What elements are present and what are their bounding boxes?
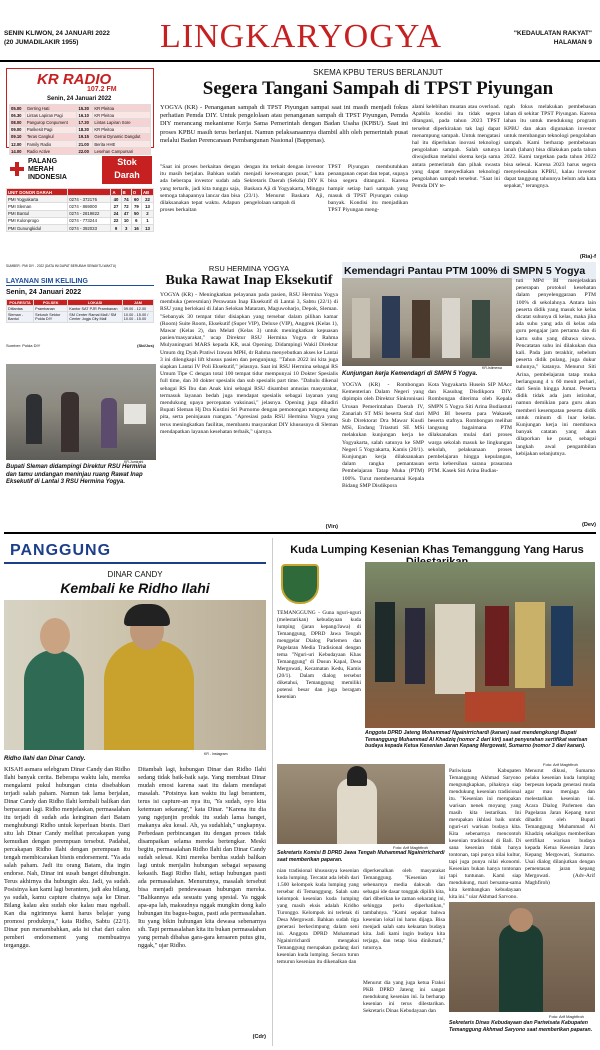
panggung-col-1: KISAH asmara selebgram Dinar Candy dan Ridho Ilahi banyak cerita. Beberapa waktu lalu, mereka mengalami pukul hubungan cinta disebabkan terjadi salah paham. Namun tak lama berjalan, Dinar Candy dan Ridho Ilahi kembali balikan dan berpacaran lagi. Ridho menjelaskan, permasalahan itu terjadi di sudah ada keinginan dari Batam menghubungi Ridho untuk keperluan bisnis. Dari situ lah Dinar Candy melihat percakapan yang kemudian dengan perempuan tersebut. Padahal, percakapan Ridho Ilahi dengan perempuan itu tengah membicarakan bisnis endorsement. "Ya ada salah paham. Jadi itu orang Batam, dia ingin endorse. Nah, Dinar ini susah banget dihubungin. Terus akhirnya dia hubungin aku. Jadi, ya sudah. Posisinya kan kami lagi berantem, jadi aku bilang, ya sudah, kamu capture chatnya saja ke Dinar. Bilang kalau aku sudah oke kalau mau ngeball. Kan dia ngirimnya kami harus belajar yang promosi produknya," kata Ridho, Sabtu (22/1). Dinar pun menambahkan, ada isi chat dari calon pemberi endorsement yang membuatnya terganggu. xyxy=(4,766,130,949)
radio-cell: KR Pleitoa xyxy=(93,126,151,133)
hermina-kicker: RSU HERMINA YOGYA xyxy=(208,264,290,273)
pmi-cell: 72 xyxy=(121,203,131,210)
pmi-cell: 2 xyxy=(141,210,153,217)
ptm-article xyxy=(342,262,596,530)
ptm-caption: Kunjungan kerja Kemendagri di SMPN 5 Yogya. xyxy=(342,371,478,377)
radio-cell: 17.30 xyxy=(77,119,93,126)
ptm-col-2: Kota Yogyakarta Husein SIP MAcc dan Kasubag Disdikpora DIY. Rombongan diterima oleh Kepala SMPN 5 Yogya Siti Arina Budiastuti MPd BI beserta para Wakasek beserta stafnya. Rombongan melihat langsung bagaimana PTM dilaksanakan mulai dari proses warga sekolah masuk ke lingkungan sekolah, pelaksanaan proses pembelajaran hingga kepulangan, serta kebersihan sarana prasarana PTM. Kasek Siti Arina Budias- xyxy=(428,382,512,475)
pmi-cell: 0274 - 773244 xyxy=(68,217,111,224)
radio-cell: Lesehan Campursari xyxy=(93,148,151,155)
pmi-cell: 13 xyxy=(141,203,153,210)
kuda-caption-1: Anggota DPRD Jateng Mohammad Ngainirrichardi (kanan) saat mendengkungi Bupati Temanggung Muhammad Al Khadziq (nomor 2 dari kiri) saat penyerahan sertifikat warisan budaya kepada Ketua Kesenian Jaran Kepang Mergowati, Sumarno (nomor 3 dari kanan). xyxy=(365,730,588,749)
kuda-col-1: Pariwisata Kabupaten Temanggung Akhmad Saryono mengungkapkan, pihaknya siap mendukung kesenian tradisional itu. "Kesenian ini merupakan warisan nenek moyang yang masih kita lestarikan. Ini merupakan ikhlasi baik untuk nguri-uri warisan budaya kita. Kita sebenarnya mencontoh kesenian tradisional di Bali. Di sana kesenian tidak hanya tontonan, tapi punya nilai kultur, tapi juga punya nilai ekonomi. Kesenian bukan hanya tontonan tapi tuntunan. Kami siap mendukung, mari bersama-sama kita kembangkan kebudayaan kita ini," ujar Akhmad Saryono. xyxy=(449,768,521,898)
kuda-main-photo xyxy=(365,562,595,728)
pmi-cell: 16 xyxy=(131,224,141,231)
pmi-cell: 22 xyxy=(141,196,153,203)
radio-cell: KR Pleitoa xyxy=(93,105,151,112)
kuda-photo-3 xyxy=(449,902,595,1012)
radio-cell: 09.00 xyxy=(10,126,26,133)
pmi-cell: 6 xyxy=(131,217,141,224)
sim-credit: (Sbl/Jos) xyxy=(137,343,154,348)
sampah-headline: Segera Tangani Sampah di TPST Piyungan xyxy=(202,78,554,99)
radio-cell: 18.30 xyxy=(77,126,93,133)
sim-date: Senin, 24 Januari 2022 xyxy=(6,289,82,296)
pmi-source: SUMBER : PMI DIY - 2022 (DATA INI DAPAT BERUBAH SEWAKTU-WAKTU) xyxy=(6,264,117,268)
panggung-photo xyxy=(4,600,266,750)
page-number: HALAMAN 9 xyxy=(553,39,592,46)
sim-cell: Ditlantas xyxy=(7,306,34,312)
sampah-lead: YOGYA (KR) - Penanganan sampah di TPST Piyungan sampai saat ini masih menjadi fokus perhatian Pemda DIY. Untuk pengelolaan atau penanganan sampah di TPST Piyungan, Pemda DIY merancang mekanisme Kerja Sama Pemerintah dengan Badan Usaha (KPBU). Saat ini proses KPBU masih terus berlanjut. Namun pelaksanaannya diambil alih oleh pemerintah pusat melalui Badan Perencanaan Pembangunan Nasional (Bappenas). xyxy=(160,104,408,144)
hermina-photo xyxy=(6,364,156,460)
pmi-box xyxy=(6,154,154,272)
radio-cell: Lintas Lapiran Sore xyxy=(93,119,151,126)
kr-radio-title: KR RADIO xyxy=(37,71,112,88)
radio-cell: Gerring Hati xyxy=(25,105,77,112)
sim-header-cell: LOKASI xyxy=(68,300,123,306)
pmi-row xyxy=(7,210,154,217)
panggung-photo-credit: KR - Instagram xyxy=(204,752,228,756)
radio-row xyxy=(10,140,151,147)
slogan: "KEDAULATAN RAKYAT" xyxy=(513,30,592,37)
panggung-headline: Kembali ke Ridho Ilahi xyxy=(60,580,210,596)
sim-header-cell: POLRES/TA xyxy=(7,300,34,306)
radio-cell: 08.00 xyxy=(10,119,26,126)
sampah-col-5: ngah fokus melakukan pembebasan lahan di sekitar TPST Piyungan. Karena lahan itu untuk mendukung program KPBU dan akan digunakan investor untuk membangun teknologi pengolahan sampah. Kami berharap pembebasan lanah (lahan) bisa dilakukan pada tahun 2022. Kami targetkan pada tahun 2022 bisa selesai. Karena 2023 harus segera menyelesaikan KPBU, kalau investor dapat tanggung tahunnya belum ada kata sepakat," terangnya. xyxy=(504,104,596,190)
kuda-intro: TEMANGGUNG - Guna nguri-nguri (melestarikan) kebudayaan kuda lumping (jaran kepang/Jawa) di Temanggung, DPRD Jawa Tengah menggelar Dialog Parlemen dan Pagelaran Media Tradisional dengan tema "Nguri-uri Kebudayaan Khas Temanggung" di Dusun Kapal, Desa Mergowati, Kecamatan Kedu, Kamis (20/1). Dalam dialog tersebut diketahui, Temanggung memiliki potensi besar dan juga beragam kesenian xyxy=(277,610,361,700)
panggung-section xyxy=(4,538,266,1046)
pmi-cell: 0274 - 2819822 xyxy=(68,210,111,217)
masthead-rule xyxy=(0,60,600,62)
radio-cell: 14.00 xyxy=(10,148,26,155)
date-line: SENIN KLIWON, 24 JANUARI 2022 xyxy=(4,30,110,37)
radio-cell: 05.00 xyxy=(10,105,26,112)
pmi-cell: PMI Bantul xyxy=(7,210,68,217)
stok-darah-badge xyxy=(102,156,152,184)
sampah-col-4: alami kelebihan muatan atau overload. Apabila kondisi itu tidak segera ditangani, pada tahun 2023 TPST tersebut diperkirakan tak lagi dapat menampung sampah. Untuk mengatasi hal itu diperlukan inovasi teknologi pengolahan sampah. Salah satunya diwujudkan melalui skema kerja sama antara pemerintah dan pihak swasta yang dapat menyediakan teknologi pengolahan sampah tersebut. "Saat ini Pemda DIY te- xyxy=(412,104,500,190)
radio-cell: 15.30 xyxy=(77,105,93,112)
pmi-header-cell: A xyxy=(111,189,121,196)
hermina-article xyxy=(160,262,338,530)
sampah-col-2: dengan itu terkait dengan investor menjadi kewenangan pusat," kata Sekretaris Daerah (Sekda) DIY K Baskara Aji di Yogyakarta, Minggu (23/1). Menurut Baskara Aji, pengelolaan sampah di xyxy=(244,164,324,207)
kr-radio-box xyxy=(6,68,154,154)
sampah-kicker: SKEMA KPBU TERUS BERLANJUT xyxy=(313,68,443,77)
hijri-date: (20 JUMADILAKIR 1955) xyxy=(4,39,79,46)
pmi-row xyxy=(7,217,154,224)
masthead xyxy=(0,0,600,62)
pmi-header-cell: O xyxy=(131,189,141,196)
pmi-row xyxy=(7,224,154,231)
pmi-cell: 24 xyxy=(111,210,121,217)
sim-cell: Seluruh Sektor Polda DIY xyxy=(34,312,68,322)
kuda-col-5: Menurut dia yang juga ketua Fraksi PKB DPRD Jateng ini sangat mendukung kesenian ini. Ia berharap kesenian ini terus dilestarikan. Sekretaris Dinas Kebudayaan dan xyxy=(363,980,445,1014)
radio-cell: Berita HHE xyxy=(93,140,151,147)
kr-radio-frequency: 107.2 FM xyxy=(87,86,117,93)
radio-row xyxy=(10,112,151,119)
radio-cell: Gerrai Dynamic Dangdut xyxy=(93,133,151,140)
pmi-cell: PMI Kulonprogo xyxy=(7,217,68,224)
sim-cell: 09.00 - 12.00 xyxy=(122,306,153,312)
hermina-headline: Buka Rawat Inap Eksekutif xyxy=(165,273,333,288)
pmi-row xyxy=(7,196,154,203)
radio-row xyxy=(10,133,151,140)
kuda-credit-3: Foto: Arif Maghfiroh xyxy=(549,1014,584,1019)
pmi-title-2: MERAH xyxy=(28,166,54,173)
section-divider xyxy=(4,532,596,534)
panggung-credit: (Cdr) xyxy=(252,1034,266,1040)
hermina-caption: Bupati Sleman didampingi Direktur RSU Hermina dan tamu undangan meninjau ruang Rawat Inap Eksekutif di Lantai 3 RSU Hermina Yogya. xyxy=(6,464,147,485)
hermina-photo-credit: KR-Jumirahi xyxy=(124,460,144,464)
pmi-cell: 22 xyxy=(111,217,121,224)
radio-cell: 12.00 xyxy=(10,140,26,147)
pmi-cell: 74 xyxy=(121,196,131,203)
radio-cell: 21.00 xyxy=(77,140,93,147)
kr-radio-date: Senin, 24 Januari 2022 xyxy=(47,96,112,102)
kuda-headline: Kuda Lumping Kesenian Khas Temanggung Yang Harus xyxy=(290,544,584,556)
radio-cell: 16.10 xyxy=(77,112,93,119)
kuda-credit-1: Foto: Arif Maghfiroh xyxy=(543,762,578,767)
kuda-photo-2 xyxy=(277,764,445,844)
red-cross-icon xyxy=(10,162,24,176)
kuda-col-2: Menurut dikusi, Sumarno pelaku kesenian kuda lumping berpesan kepada generasi muda agar mau menjaga dan melestarikan kesenian ini. Acara Dialog Parlemen dan Pagelaran Jaran Kepang turut dihadiri oleh Bupati Temanggung Muhammad Al Khadziq sekaligus memberikan sertifikat warisan budaya kepada Ketua Kesenian Jaran Kepang Mergowati, Sumarno. Usai dialog dilanjutkan dengan pementasan jaran kepang Mergowati. (Adv-Arif Maghfiroh) xyxy=(525,768,595,886)
sampah-credit: (Ria)-f xyxy=(579,254,596,260)
sim-cell: Prambanan xyxy=(34,306,68,312)
radio-cell: 09.10 xyxy=(10,133,26,140)
pmi-cell: 0274 - 372176 xyxy=(68,196,111,203)
pmi-header-cell: AB xyxy=(141,189,153,196)
pmi-header-cell: UNIT DONOR DARAH xyxy=(7,189,68,196)
pmi-cell: 13 xyxy=(141,224,153,231)
pmi-cell: 60 xyxy=(131,196,141,203)
radio-cell: Pangurop Conpument xyxy=(25,119,77,126)
blood-stock-table xyxy=(6,188,154,232)
sim-cell: SM Center Ramal Mall / SM Center Jogja City Mall xyxy=(68,312,123,322)
kuda-caption-2: Sekretaris Komisi B DPRD Jawa Tengah Muhammad Ngainirrichardi saat memberikan paparan. xyxy=(277,850,445,863)
sim-cell: Kantor SAT PJR Prambanan xyxy=(68,306,123,312)
pmi-header-cell xyxy=(68,189,111,196)
radio-cell: Lintas Lapiran Pagi xyxy=(25,112,77,119)
radio-cell: KR Pleitoa xyxy=(93,112,151,119)
hermina-body: YOGYA (KR) - Meningkatkan pelayanan pada pasien, RSU Hermina Yogya membuka (peresmian) Perawatan Inap Eksekutif di Lantai 3, Sabtu (22/1) di RSU yang berlokasi di Jalan Selokan Mataram, Maguwoharjo, Depok, Sleman. "Sebanyak 30 tempat tidur disiapkan yang tersebar dalam pilihan kamar (Room) Suite Room, Eksekutif (Super VIP), Deluxe (VIP), Anggrek (Kelas 1), Mawar (Kelas 2), dan Melati (Kelas 3) untuk meningkatkan kepuasan pasien/masyarakat," ucap Direktur RSU Hermina Yogya dr Rahma Mulyaningsari MARS kepada KR, usai Opening. Didampingi Wakil Direktur Umum drg Dyah Pratiwi Irawan MPH, dr Rahma menyebutkan akses ke Lantai 3 ini dilengkapi lift khusus pasien dan pengunjung. "Tahun 2022 ini kita juga siapkan Lantai IV Poli Eksekutif," jelasnya. Saat ini RSU Hermina sebagai RS Umum Tipe C dengan total 100 tempat tidur mempunyai 10 Dokter Spesialis full time, dan 30 dokter spesialis dan sub spesialis part time. "Dahulu dikenal sebagai RS Ibu dan Anak kini sebagai RSU disambut antusias masyarakat, termasuk layanan bedah juga mendapat spesialis sebagai layanan yang mendukung upaya percepatan vaksinasi," jelasnya. Opening juga dihadiri Bupati Sleman Hj Dra Kustini Sri Purnomo dengan pemotongan tumpeng dan pita, serta peninjauan ruangan. "Apresiasi pada RSU Hermina Yogya yang terus meningkatkan fasilitas, membantu masyarakat DIY khususnya di Sleman mendapatkan layanan kesehatan terbaik," ujarnya. xyxy=(160,292,338,435)
sim-header-cell: JAM xyxy=(122,300,153,306)
sampah-article xyxy=(160,64,596,262)
kuda-lumping-section xyxy=(272,538,596,1046)
temanggung-logo xyxy=(281,564,319,604)
pmi-title-3: INDONESIA xyxy=(28,174,67,181)
radio-cell: Teras Cangkul xyxy=(25,133,77,140)
radio-cell: Family Radio xyxy=(25,140,77,147)
darah-label: Darah xyxy=(114,170,140,180)
pmi-cell: 3 xyxy=(121,224,131,231)
pmi-title-1: PALANG xyxy=(28,158,58,165)
radio-row xyxy=(10,105,151,112)
kr-radio-schedule xyxy=(9,104,151,155)
ptm-photo-credit: KR-Istimewa xyxy=(482,366,502,370)
sim-header-cell: POLSEK xyxy=(34,300,68,306)
panggung-kicker: DINAR CANDY xyxy=(107,570,163,579)
kuda-col-3: nian tradisional khususnya kesenian kuda lumping. Tercatat ada lebih dari 1.500 kelompok kuda lumping yang tersebar di Temanggung. Salah satu kelompok kesenian kuda lumping yang masih eksis adalah Kridho Turonggo. Kelompok ini terletak di Desa Mergowati. Bahkan sudah tiga generasi berkecimpung dalam seni ini. Anggota DPRD Mohammad Ngainirrichardi mengakui Temanggung merupakan gudang dari kesenian kuda lumping. Secara turun temurun kesenian itu dikenalkan dan xyxy=(277,868,359,965)
kuda-caption-3: Sekretaris Dinas Kebudayaan dan Pariwisata Kabupaten Temanggung Akhmad Saryono saat memberikan paparan. xyxy=(449,1020,593,1033)
sim-source: Sumber: Polda DIY xyxy=(6,343,41,348)
pmi-cell: 79 xyxy=(131,203,141,210)
sim-row xyxy=(7,312,154,322)
pmi-cell: 10 xyxy=(121,217,131,224)
pmi-cell: 40 xyxy=(111,196,121,203)
pmi-cell: 9 xyxy=(111,224,121,231)
pmi-cell: 1 xyxy=(141,217,153,224)
sampah-col-3: TPST Piyungan membutuhkan penanganan cepat dan tepat, supaya bisa segera ditangani. Karena hampir setiap hari sampah yang masuk di TPST Piyungan cukup banyak. Kondisi itu menjadikan TPST Piyungan meng- xyxy=(328,164,408,214)
logo: LINGKARYOGYA xyxy=(160,18,443,55)
pmi-cell: PMI Yogyakarta xyxy=(7,196,68,203)
pmi-cell: PMI Sleman xyxy=(7,203,68,210)
pmi-header-cell: B xyxy=(121,189,131,196)
pmi-header-row xyxy=(7,189,154,196)
panggung-caption: Ridho Ilahi dan Dinar Candy. xyxy=(4,756,86,762)
sim-cell: 10.00 - 15.00 / 10.00 - 15.00 xyxy=(122,312,153,322)
pmi-row xyxy=(7,203,154,210)
ptm-photo xyxy=(342,278,512,366)
pmi-cell: PMI Gunungkidul xyxy=(7,224,68,231)
pmi-cell: 47 xyxy=(121,210,131,217)
ptm-col-3: tuti MPd BI menjelaskan penerapan protokol kesehatan dalam penyelenggaraan PTM 100% di sekolahnya. Antara lain peserta didik yang masuk ke kelas dicatat suhunya di kelas, maka jika ada suhu yang ada di kelas ada guru pengajar jam pertama dan di kartu suhu yang dibawa siswa. Pencatatan suhu ini dilakukan dua kali. Pada jam terakhir, sebelum peserta didik pulang, juga dukur suhunya," katanya. Menurut Siti Arina, pembelajaran tatap muka berlangsung 4 x 60 menit perhari, dari Senin hingga Jumat. Peserta didik tidak ada jam istirahat, namun demikian para guru akan memberi kesempatan peserta didik untuk minum di luar kelas. Kunjungan kerja ini membawa banyak catatan yang akan dilaporkan ke pusat, sebagai langkah awal pengambilan kebijakan selanjutnya. xyxy=(516,278,596,457)
sim-keliling-box xyxy=(6,278,154,352)
pmi-cell: 50 xyxy=(131,210,141,217)
panggung-col-2: Ditambah lagi, hubungan Dinar dan Ridho Ilahi sedang tidak baik-baik saja. Yang membuat Dinar mudah emosi karena saat itu dalam mendapat masalah. "Potsinya kan waktu itu lagi berantem, terus isi capture-an nya itu, 'Ya sudah, oyo kita ketemuan sekarang'," kata Dinar. "Karena itu dia yang ngejunjin produk itu sudah lama banget, makanya aku kesal. Ah, ya sudahlah," ungkapnya. Perbedaan perbincangan itu dengan proses tidak disampaikan selama mereka bertengkar. Meski begitu, permasalahan Ridho Ilahi dan Dinar Candy sudah selesai. Kini mereka berdua sudah balikan lagi untuk menjalin hubungan sebagai sepasang kekasih. Bagi Ridho Ilahi, setiap hubungan pasti ada permasalahan. Menurutnya, masalah tersebut bisa menjadi pendewasaan hubungan mereka. "Balikannya ada sesuatu yang spesial. Ya nggak apa-apa lah, maksudnya nggak mungkin dong kalo hubungan itu bagus-bagus, pasti ada permasalahan. Itu yang bikin hubungan kita dewasa sebenarnya sih. Tapi permasalahan kita itu bukan permasalahan yang pernah dibahas gara-gara keraaren putus gitu, nggak," ujar Ridho. xyxy=(138,766,266,949)
sim-cell: Sleman - Bantul xyxy=(7,312,34,322)
stok-label: Stok xyxy=(117,157,137,167)
ptm-headline: Kemendagri Pantau PTM 100% di SMPN 5 Yogya xyxy=(342,262,596,280)
pmi-cell: 27 xyxy=(111,203,121,210)
ptm-col-1: YOGYA (KR) - Rombongan Kementerian Dalam Negeri yang dipimpin oleh Direktur Sinkronisasi Urusan Pemerintahan Daerah IV, Zanariah ST MSi beserta Staf dari Sub Direktorat Dra Mawar Kusdi MSi, Endang Triastuti SE MSi melakukan kunjungan kerja ke Yogyakarta, salah satunya ke SMP Negeri 5 Yogyakarta, Kamis (20/1). Kunjungan kerja dilaksanakan dalam rangka pemantauan Pembelajaran Tatap Muka (PTM) 100%. Turut membersamai Kepala Bidang SMP Disdikpora xyxy=(342,382,424,489)
pmi-cell: 0274 - 392033 xyxy=(68,224,111,231)
sim-schedule-table xyxy=(6,299,154,323)
radio-cell: 06.30 xyxy=(10,112,26,119)
hermina-credit: (Vin) xyxy=(325,524,338,530)
kuda-credit-2: Foto: Arif Maghfiroh xyxy=(393,845,428,850)
radio-cell: Parikesit Pagi xyxy=(25,126,77,133)
pmi-cell: 0274 - 869000 xyxy=(68,203,111,210)
radio-cell: 22.00 xyxy=(77,148,93,155)
kuda-col-4: diperkenalkan oleh masyarakat Temanggung. "Kesenian ini sebenarnya media dakwah dan sebagai ide dasar tonggak dipilih kita, dari diberikan ke zaman sekarang ini, sehingga perlu diperhatikan," tambahnya. "Kami sepakat bahwa kesenian lokal ini harus dijaga. Bisa menjadi salah satu kekuatan budaya kita. Jadi kami ingin budaya kita terjaga, dan tetap bisa dinikmati," tuturnya. xyxy=(363,868,445,951)
radio-row xyxy=(10,119,151,126)
sampah-col-1: "Saat ini proses berkaitan dengan itu masih berjalan. Bahkan sudah ada beberapa investor sudah ada yang tertarik, jadi kita tunggu saja, semoga tahapannya lancar dan bisa dilaksanakan tepat waktu. Adapun proses berkaitan xyxy=(160,164,240,214)
radio-cell: 19.15 xyxy=(77,133,93,140)
panggung-label: PANGGUNG xyxy=(4,538,266,564)
radio-row xyxy=(10,126,151,133)
ptm-credit: (Dev) xyxy=(582,522,596,528)
sim-title: LAYANAN SIM KELILING xyxy=(6,278,154,286)
radio-cell: Radio Active xyxy=(25,148,77,155)
